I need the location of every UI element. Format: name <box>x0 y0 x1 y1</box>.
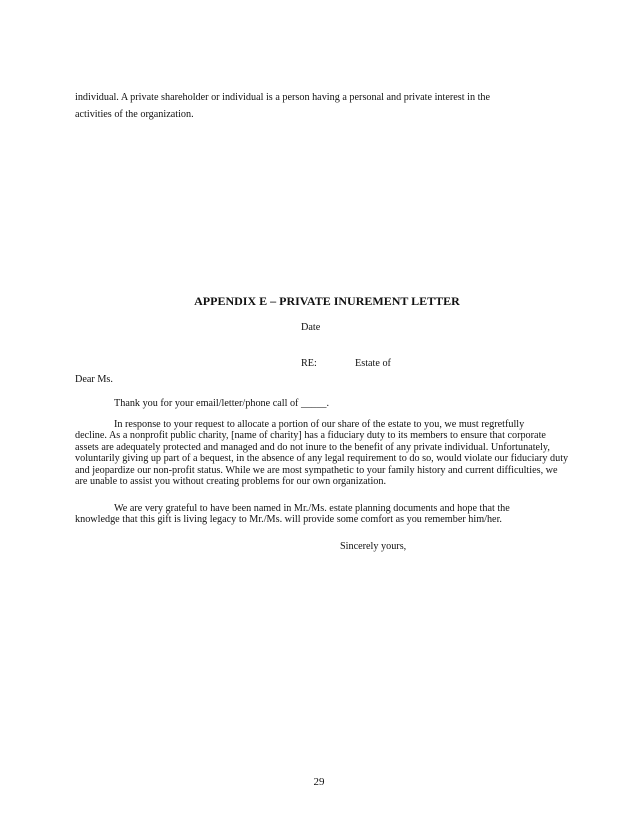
paragraph-line: are unable to assist you without creating problems for our own organization. <box>75 476 387 488</box>
letter-salutation: Dear Ms. <box>75 374 113 385</box>
paragraph-line: assets are adequately protected and managed and do not inure to the benefit of any private individual. Unfortunately, <box>75 441 550 453</box>
appendix-title: APPENDIX E – PRIVATE INUREMENT LETTER <box>194 294 460 308</box>
letter-re-value: Estate of <box>355 358 391 369</box>
page-number: 29 <box>313 776 325 788</box>
paragraph-line: We are very grateful to have been named in Mr./Ms. estate planning documents and hope that the <box>114 503 510 514</box>
intro-text-line-2: activities of the organization. <box>75 109 194 120</box>
letter-closing: Sincerely yours, <box>340 541 407 552</box>
letter-re-label: RE: <box>301 358 317 369</box>
paragraph-line: knowledge that this gift is living legacy to Mr./Ms. will provide some comfort as you remember him/her. <box>75 514 502 526</box>
paragraph-line: In response to your request to allocate a portion of our share of the estate to you, we must regretfully <box>114 419 525 430</box>
letter-paragraph-2 <box>75 419 569 488</box>
paragraph-line: decline. As a nonprofit public charity, [name of charity] has a fiduciary duty to its members to ensure that corporate <box>75 430 546 442</box>
intro-text-line-1: individual. A private shareholder or individual is a person having a personal and private interest in the <box>75 92 491 103</box>
letter-date-label: Date <box>301 322 321 333</box>
letter-paragraph-1 <box>75 398 565 409</box>
paragraph-line: voluntarily giving up part of a bequest, in the absence of any legal requirement to do so, would violate our fiduciary duty <box>75 453 569 465</box>
paragraph-line: Thank you for your email/letter/phone call of _____. <box>114 398 330 409</box>
letter-paragraph-3 <box>75 503 565 526</box>
paragraph-line: and jeopardize our non-profit status. While we are most sympathetic to your family history and current difficulties, we <box>75 464 558 476</box>
